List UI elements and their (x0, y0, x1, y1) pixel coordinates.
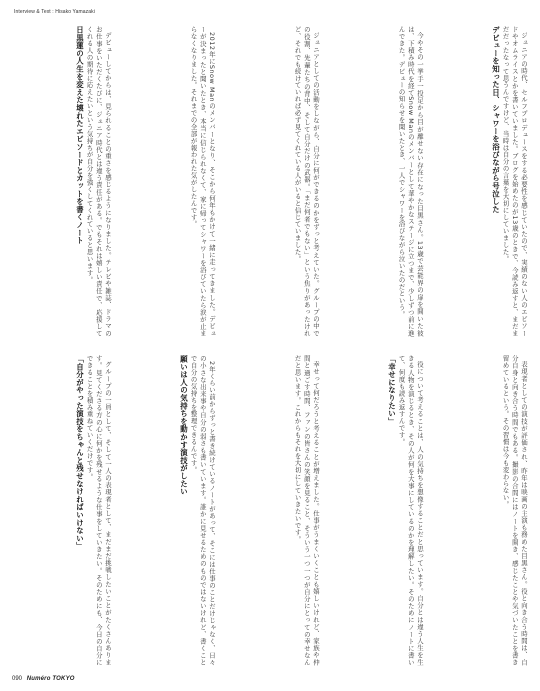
text-column (428, 355, 528, 666)
body-paragraph: 2年くらい前からずっと書き続けているノートがあって、そこには仕事のことだけじゃなく、日々の小さな出来事や自分の弱さも書いています。誰かに見せるためのものではないけれど、書くことで自分の気持ちを整理できるんです。 (189, 355, 216, 666)
body-paragraph: ジュニアの時代、セルフプロデュースをする必要性を感じていたので、実績のない人のエピソードやオムライスとかを書いていました。ブログを始めたのが13歳のときで、今読み返すと、まだまだだったなって思うんですけど、当時は自分の言葉を大切にしていました。 (501, 26, 528, 337)
page-number: 090 (12, 676, 23, 682)
credit-line: Interview & Text : Hisako Yamazaki (14, 9, 95, 15)
text-column (12, 26, 112, 337)
section-heading: デビューを知った日、シャワーを浴びながら号泣した (491, 26, 501, 214)
body-paragraph: 2012年にSnow Manのメンバーとなり、そこから何年もかけて一緒に走ってきました。デビューが決まったと聞いたとき、本当に信じられなくて、家に帰ってシャワーを浴びていたら涙が止まらなくなりました。それまでの全部が報われた気がしたんです。 (189, 26, 216, 337)
text-column (116, 355, 216, 666)
section-heading: 「幸せになりたい」 (387, 355, 397, 426)
text-column (220, 355, 320, 666)
article-tier-top (12, 26, 528, 337)
section-heading: 願いは人の気持ちを動かす演技がしたい (179, 355, 189, 496)
body-paragraph: 今やその一挙手一投足から目が離せない存在になった目黒さん。13歳で芸能界の扉を開いた彼は、下積み時代を経てSnow Manのメンバーとして華やかなステージに立つまで、少しずつ前に進んできた。デビューの知らせを聞いたとき、一人でシャワーを浴びながら泣いたのだという。 (397, 26, 424, 337)
body-paragraph: デビューしてからは、見られることの重さを感じるようになりました。テレビや雑誌、ドラマのお仕事をいただくたびに、ジュニア時代とは違う責任がある。でもそれは嬉しい責任で、応援してくれる人の期待に応えたいという気持ちが自分を強くしてくれていると思います。 (85, 26, 112, 337)
text-column (12, 355, 112, 666)
section-heading: 「自分がやった演技をちゃんと残せなければいけない」 (75, 355, 85, 550)
body-paragraph: 幸せって何だろうと考えることが増えました。仕事がうまくいくことも嬉しいけれど、家族や仲間と過ごす時間、ファンの皆さんの笑顔を見ること、そういう一つ一つが自分にとっての幸せなんだと思います。これからもそれを大切にしていきたいです。 (293, 355, 320, 666)
text-column (428, 26, 528, 337)
text-column (324, 355, 424, 666)
article-tier-bottom (12, 355, 528, 666)
section-heading: 日黒蓮の人生を変えた壊れたエピソードとカットを書くノート (75, 26, 85, 245)
magazine-brand: Numéro TOKYO (26, 676, 75, 682)
body-paragraph: グループの一員として、そして一人の表現者として、まだまだ挑戦したいことがたくさんあります。見てくださる方の心に何かを残せるような仕事をしていきたい。そのためにも、今日の自分にできることを積み重ねていくだけです。 (85, 355, 112, 666)
body-paragraph: 役について考えることは、人の気持ちを想像することだと思っています。自分とは違う人生を生きる人物を演じるとき、その人が何を大事にしているのかを理解したい。そのためにノートに書いて、何度も読み返すんです。 (397, 355, 424, 666)
body-paragraph: ジュニアとしての活動をしながら、自分に何ができるのかをずっと考えていた。グループの中での役割、先輩たちの背中、そして自分だけの武器。「まだ何者でもない」という焦りがあったけれど、それでも続けていれば必ず見てくれている人がいると信じていました。 (293, 26, 320, 337)
text-column (116, 26, 216, 337)
text-column (324, 26, 424, 337)
article-body (12, 26, 528, 666)
page-footer (12, 676, 75, 682)
text-column (220, 26, 320, 337)
body-paragraph: 表現者としての演技が評価され、昨年は映画の主演も務めた目黒さん。役と向き合う時間は、自分自身と向き合う時間でもある。撮影の合間にはノートを開き、感じたことや気づいたことを書き留めているという。その習慣は今も変わらない。 (501, 355, 528, 666)
